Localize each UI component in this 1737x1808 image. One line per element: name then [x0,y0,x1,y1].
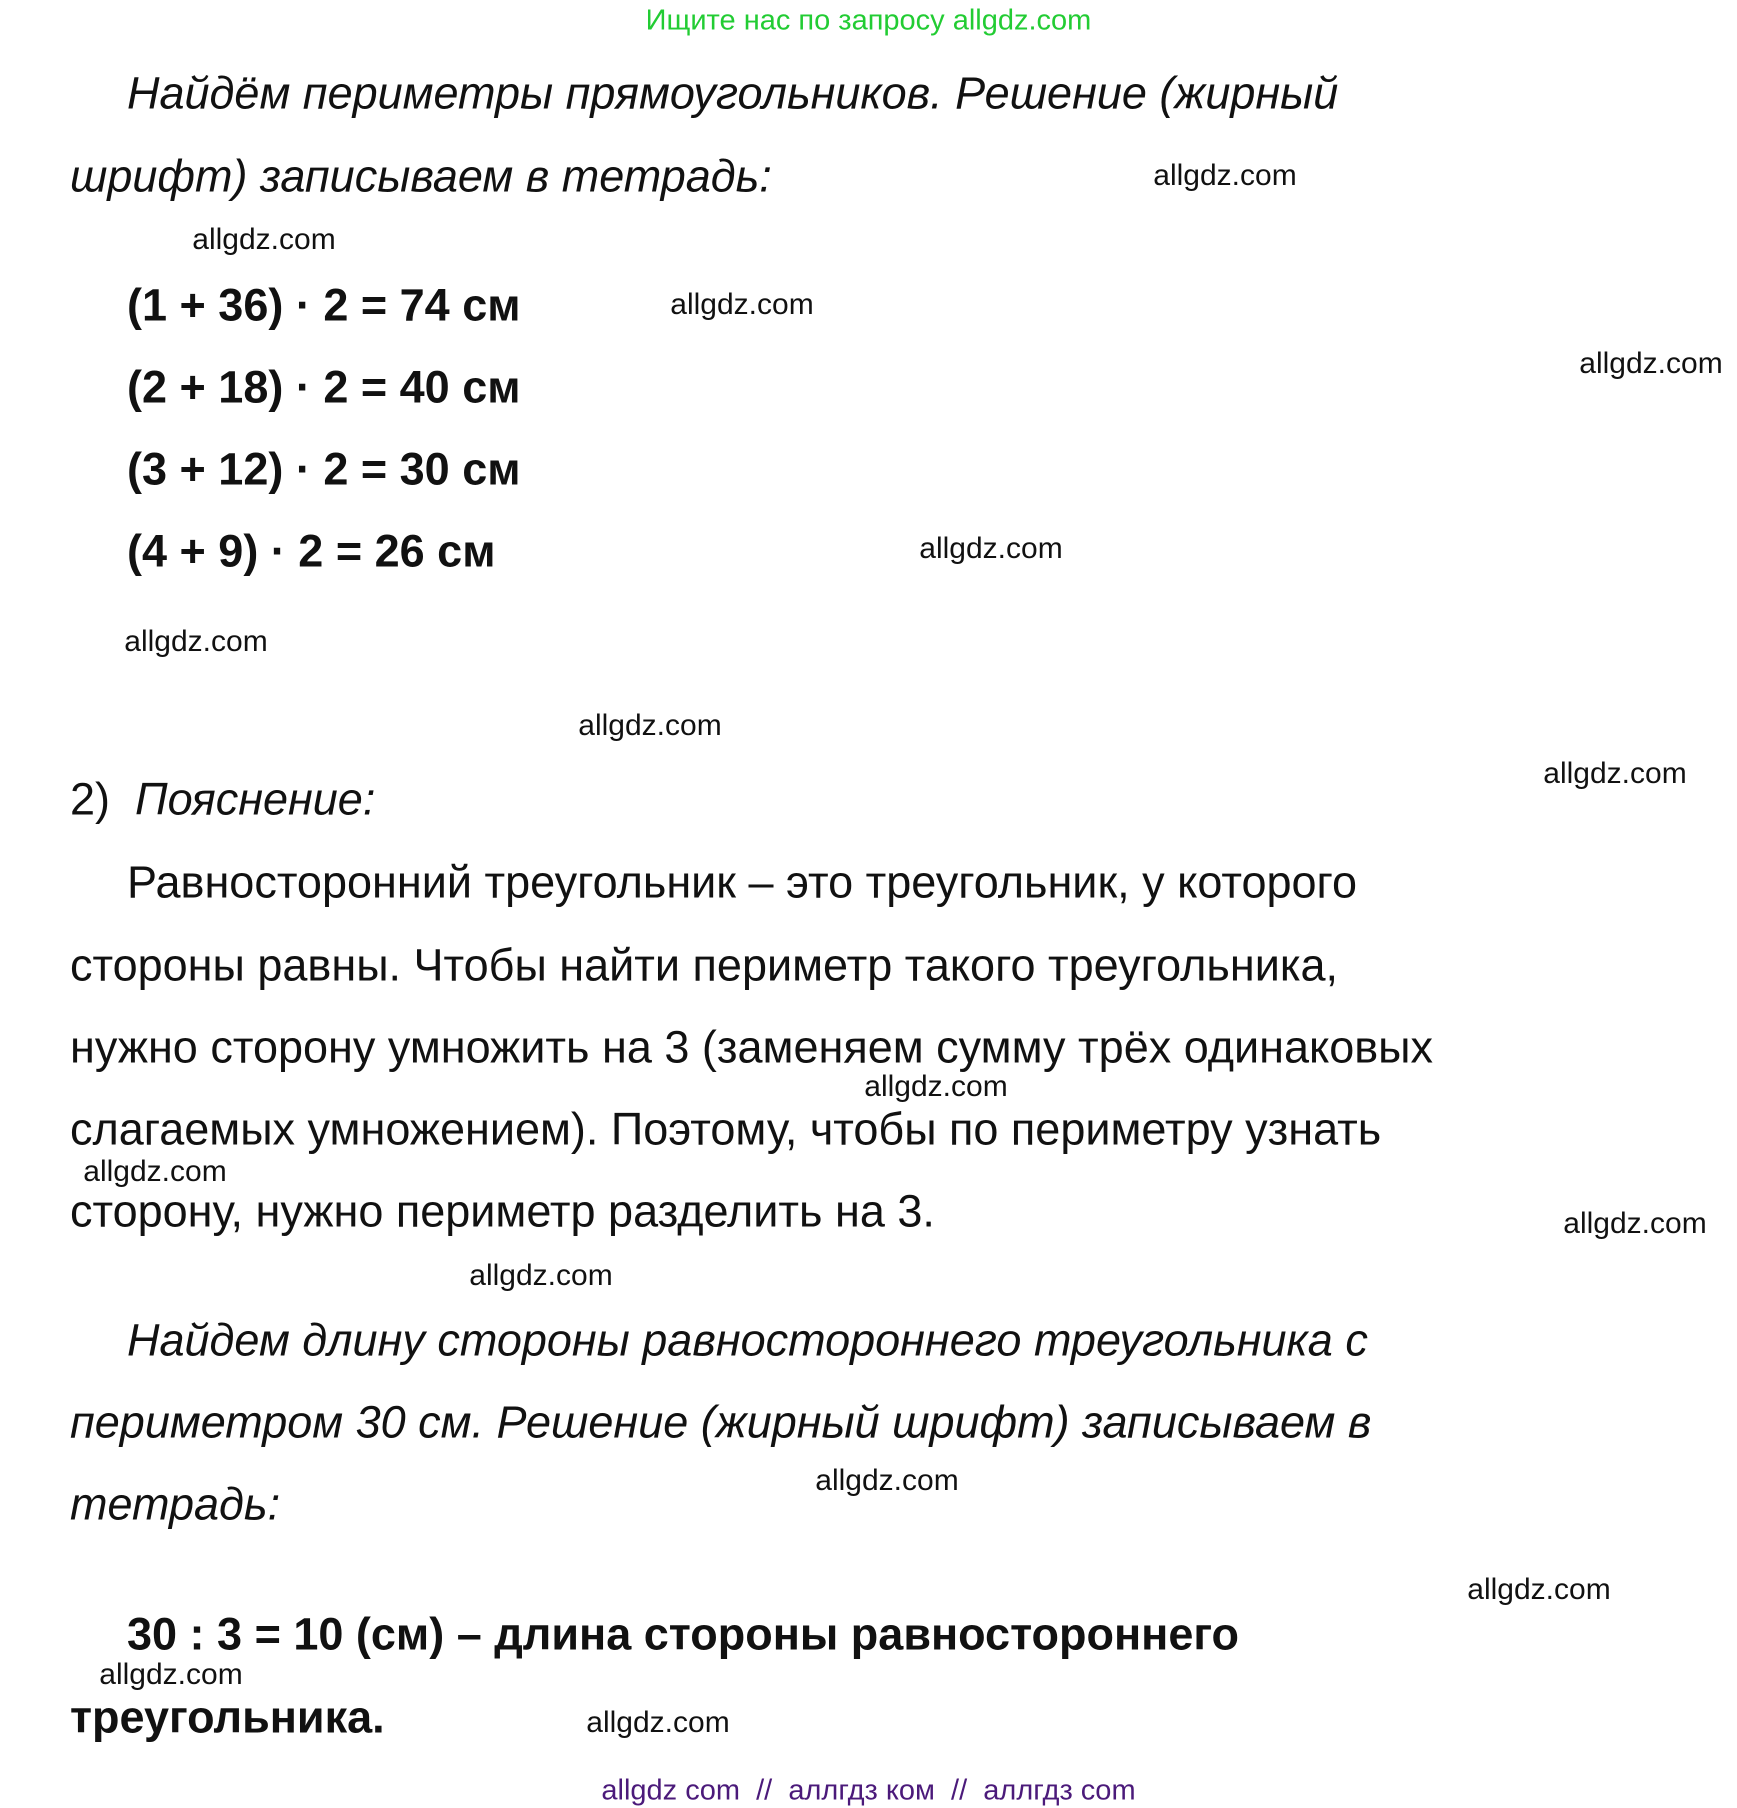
watermark: allgdz.com [1579,347,1723,380]
watermark: allgdz.com [578,709,722,742]
equation-3: (3 + 12) · 2 = 30 см [127,443,521,495]
watermark: allgdz.com [1467,1573,1611,1606]
answer-line-1: 30 : 3 = 10 (см) – длина стороны равностороннего [127,1608,1240,1660]
watermark: allgdz.com [1153,159,1297,192]
explanation-line-2: стороны равны. Чтобы найти периметр такого треугольника, [70,939,1339,991]
watermark: allgdz.com [99,1658,243,1691]
footer-watermark: allgdz com // аллгдз ком // аллгдз com [601,1774,1136,1807]
equation-4: (4 + 9) · 2 = 26 см [127,525,496,577]
watermark: allgdz.com [124,625,268,658]
intro-line-2: шрифт) записываем в тетрадь: [70,150,772,202]
watermark: allgdz.com [469,1259,613,1292]
explanation-line-3: нужно сторону умножить на 3 (заменяем сумму трёх одинаковых [70,1021,1434,1073]
watermark: allgdz.com [670,288,814,321]
watermark: allgdz.com [83,1155,227,1188]
search-banner: Ищите нас по запросу allgdz.com [645,4,1092,37]
explanation-line-5: сторону, нужно периметр разделить на 3. [70,1185,935,1237]
explanation-line-1: Равносторонний треугольник – это треугольник, у которого [127,856,1358,908]
watermark: allgdz.com [1543,757,1687,790]
task-line-1: Найдем длину стороны равностороннего треугольника с [127,1314,1368,1366]
intro-line-1: Найдём периметры прямоугольников. Решение (жирный [127,67,1339,119]
watermark: allgdz.com [192,223,336,256]
task-line-2: периметром 30 см. Решение (жирный шрифт) записываем в [70,1396,1372,1448]
section-2-heading [70,773,376,825]
task-line-3: тетрадь: [70,1478,281,1530]
equation-2: (2 + 18) · 2 = 40 см [127,361,521,413]
explanation-line-4: слагаемых умножением). Поэтому, чтобы по периметру узнать [70,1103,1382,1155]
watermark: allgdz.com [1563,1207,1707,1240]
section-label: Пояснение: [135,773,376,825]
section-number: 2) [70,773,111,825]
watermark: allgdz.com [864,1070,1008,1103]
answer-line-2: треугольника. [70,1691,385,1743]
watermark: allgdz.com [586,1706,730,1739]
watermark: allgdz.com [815,1464,959,1497]
equation-1: (1 + 36) · 2 = 74 см [127,279,521,331]
watermark: allgdz.com [919,532,1063,565]
